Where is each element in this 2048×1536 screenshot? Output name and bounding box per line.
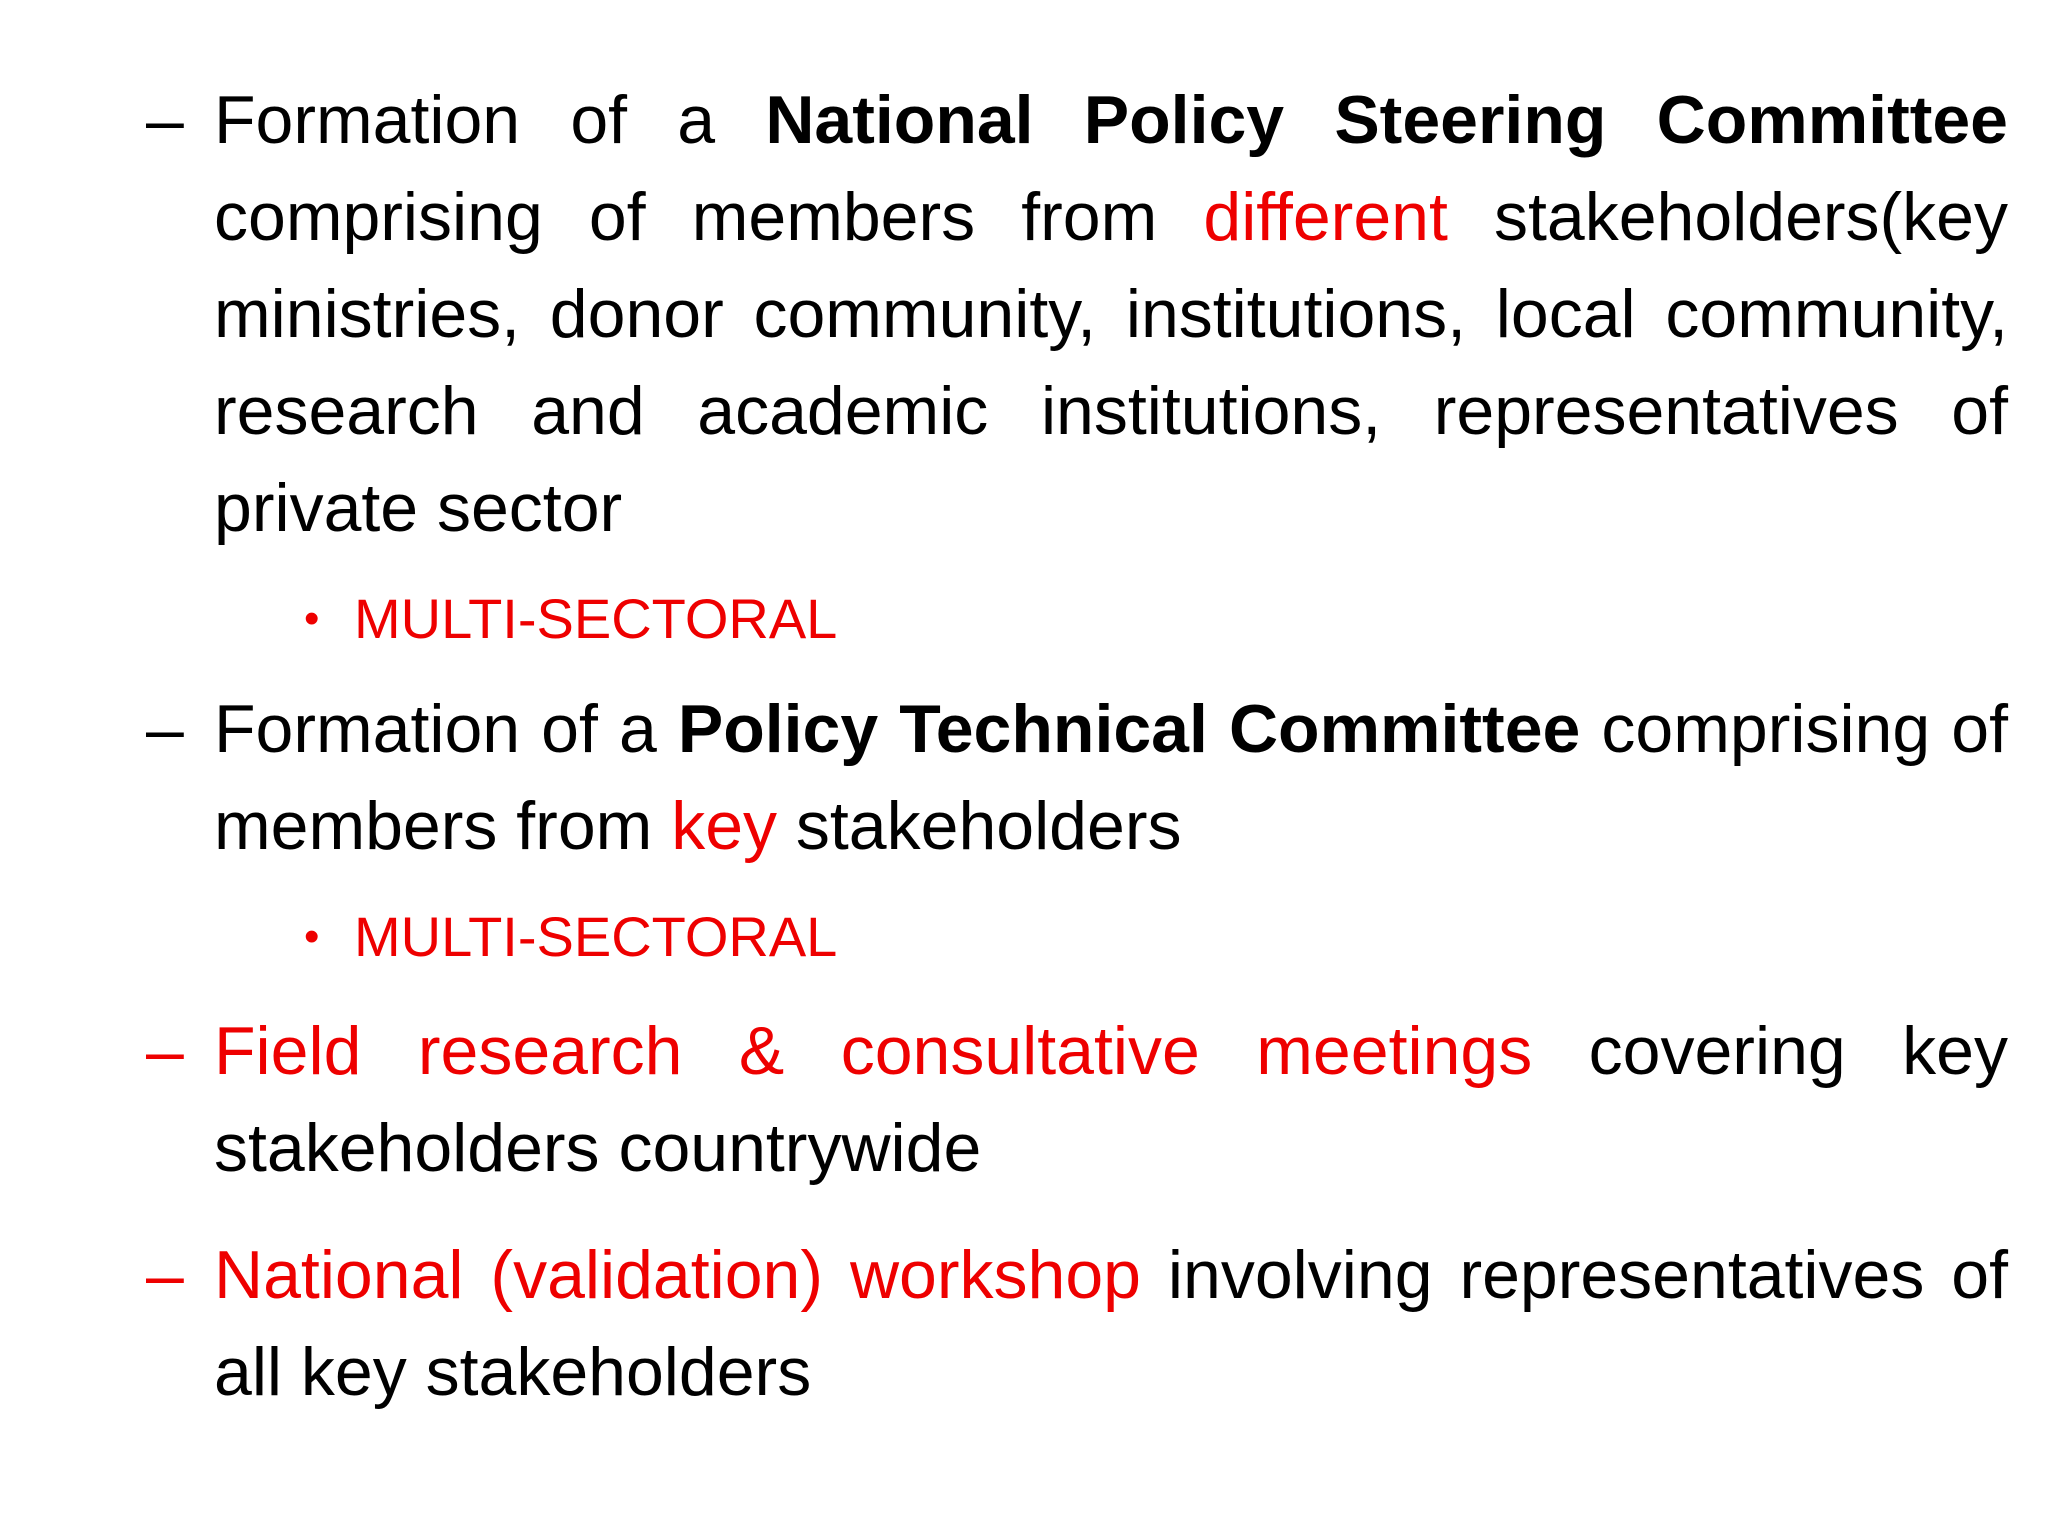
dash-marker: – xyxy=(146,1237,184,1313)
bullet-list xyxy=(146,72,2008,1421)
sub-item-text: MULTI-SECTORAL xyxy=(354,587,838,650)
list-item-steering-committee xyxy=(146,72,2008,557)
bullet-marker: • xyxy=(304,912,320,961)
bullet-marker: • xyxy=(304,594,320,643)
item-text: stakeholders xyxy=(777,788,1182,864)
list-item-technical-committee xyxy=(146,681,2008,875)
dash-marker: – xyxy=(146,82,184,158)
item-text: stakeholders(key ministries, donor community, institutions, local community, research and academic institutions, representatives of private sector xyxy=(214,179,2008,546)
highlight-text: Field research & consultative meetings xyxy=(214,1013,1533,1089)
item-text: involving representatives of all key stakeholders xyxy=(214,1237,2008,1410)
sub-item-text: MULTI-SECTORAL xyxy=(354,905,838,968)
committee-name: National Policy Steering Committee xyxy=(765,82,2008,158)
highlight-text: different xyxy=(1203,179,1448,255)
item-text: comprising of members from xyxy=(214,179,1204,255)
item-text: Formation of a xyxy=(214,82,766,158)
committee-name: Policy Technical Committee xyxy=(677,691,1581,767)
list-item-validation-workshop xyxy=(146,1227,2008,1421)
highlight-text: National (validation) workshop xyxy=(214,1237,1141,1313)
sub-item-multisectoral xyxy=(304,897,2008,977)
highlight-text: key xyxy=(671,788,778,864)
sub-item-multisectoral xyxy=(304,579,2008,659)
item-text: Formation of a xyxy=(214,691,678,767)
dash-marker: – xyxy=(146,1013,184,1089)
list-item-field-research xyxy=(146,1003,2008,1197)
dash-marker: – xyxy=(146,691,184,767)
item-text: comprising of members from xyxy=(214,691,2008,864)
item-text: covering key stakeholders countrywide xyxy=(214,1013,2008,1186)
